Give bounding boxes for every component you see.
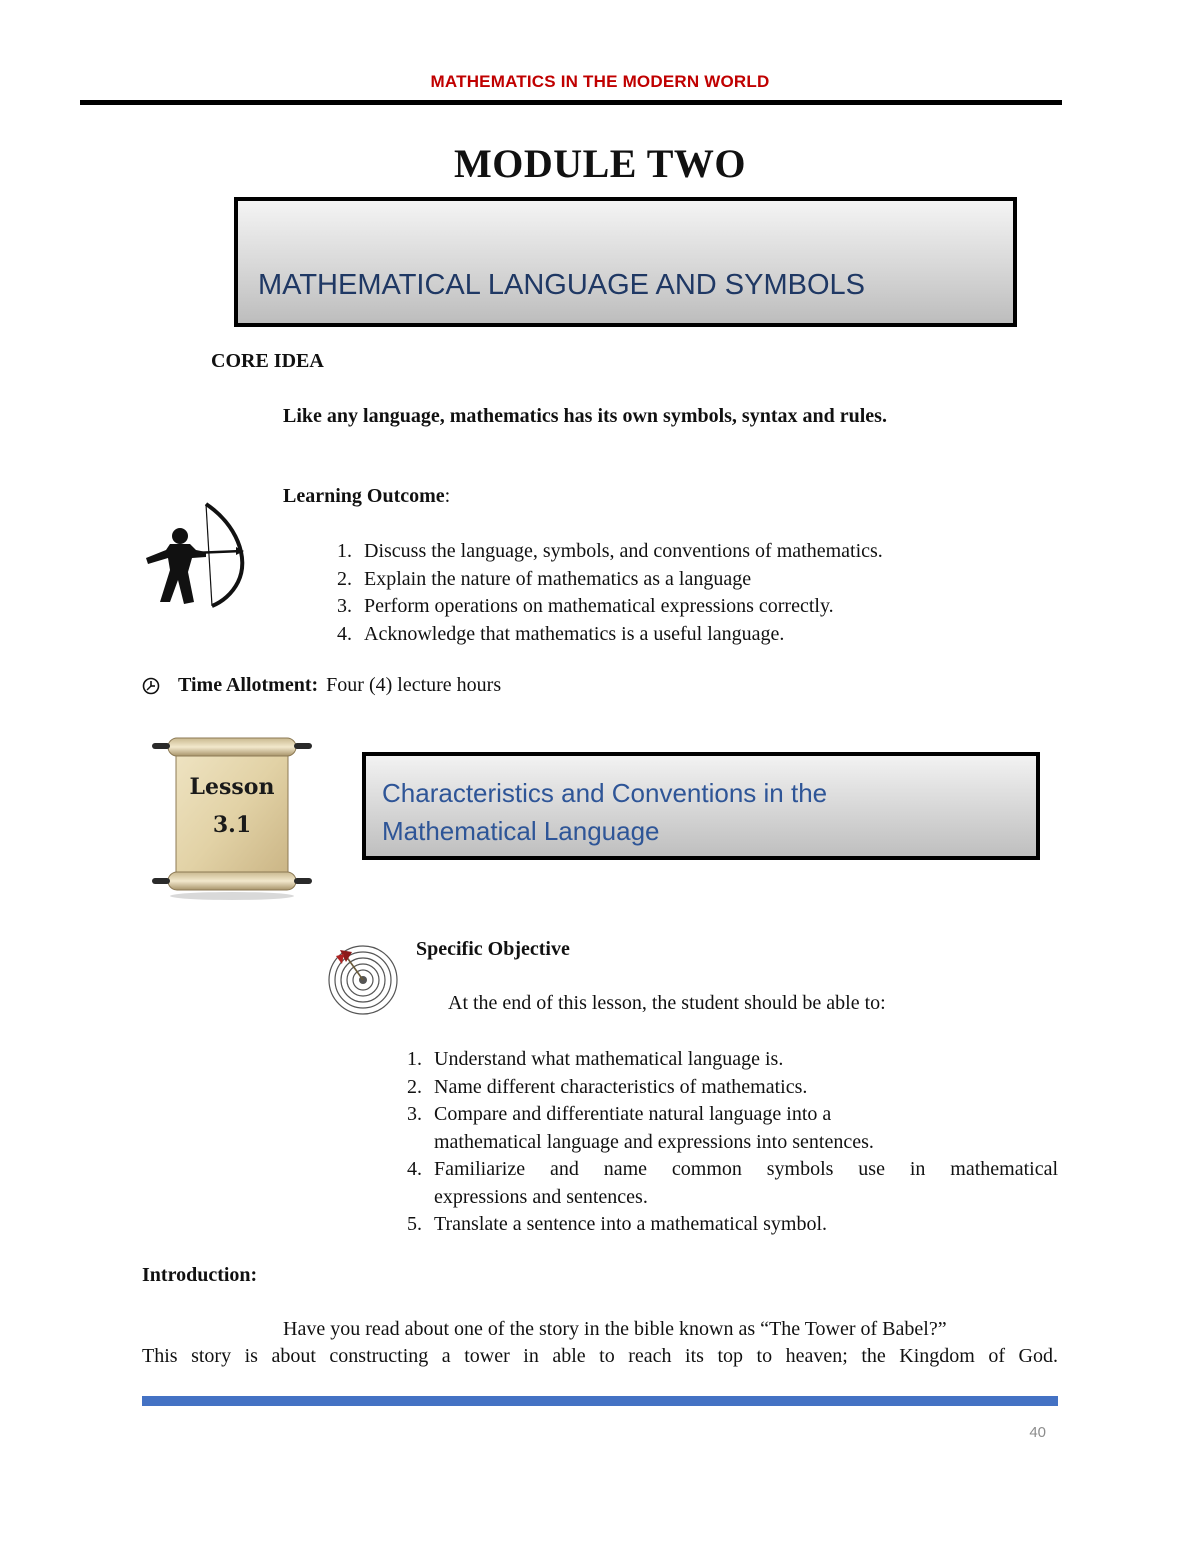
lesson-title <box>382 774 1022 850</box>
core-idea-statement: Like any language, mathematics has its own symbols, syntax and rules. <box>283 405 887 427</box>
module-banner <box>234 197 1017 327</box>
clock-icon <box>142 677 160 695</box>
footer-rule <box>142 1396 1058 1406</box>
list-item-number: 4. <box>337 622 352 645</box>
list-item <box>316 593 1036 621</box>
time-allotment-value: Four (4) lecture hours <box>326 674 502 696</box>
module-title: MODULE TWO <box>453 141 747 186</box>
scroll-lesson-word: Lesson <box>189 774 275 800</box>
list-item-text: Discuss the language, symbols, and conventions of mathematics. <box>364 540 883 562</box>
target-icon <box>326 940 400 1016</box>
archer-icon <box>140 498 250 610</box>
list-item-number: 3. <box>337 595 352 617</box>
lesson-title-line-1: Characteristics and Conventions in the <box>382 778 828 808</box>
lesson-title-line-2: Mathematical Language <box>382 816 660 846</box>
list-item-text: Explain the nature of mathematics as a language <box>364 567 752 590</box>
running-header: MATHEMATICS IN THE MODERN WORLD <box>430 72 770 91</box>
list-item-number: 1. <box>337 540 352 562</box>
learning-outcome-heading <box>283 485 450 508</box>
time-allotment-label: Time Allotment: <box>178 674 319 696</box>
learning-outcome-list <box>316 538 1036 648</box>
lesson-title-box <box>362 752 1040 860</box>
list-item <box>386 1046 1058 1074</box>
specific-objective-heading: Specific Objective <box>416 938 570 960</box>
header-rule <box>80 100 1062 105</box>
list-item-text-line-2: mathematical language and expressions into sentences. <box>434 1130 874 1153</box>
list-item <box>316 621 1036 649</box>
list-item-text: Translate a sentence into a mathematical symbol. <box>434 1213 828 1235</box>
list-item-number: 1. <box>407 1048 422 1070</box>
introduction-heading: Introduction: <box>142 1264 258 1286</box>
list-item-number: 2. <box>337 567 352 590</box>
list-item-number: 3. <box>407 1103 422 1125</box>
learning-outcome-colon: : <box>444 485 451 507</box>
list-item <box>386 1101 1058 1156</box>
lesson-scroll <box>146 732 318 902</box>
list-item-text-line-1: Compare and differentiate natural language into a <box>434 1103 832 1125</box>
list-item <box>316 566 1036 594</box>
list-item <box>386 1156 1058 1211</box>
list-item-text <box>434 1156 1058 1211</box>
learning-outcome-heading-text: Learning Outcome <box>283 485 445 507</box>
list-item-number: 2. <box>407 1075 422 1098</box>
specific-objective-list <box>386 1046 1058 1239</box>
list-item-text: Understand what mathematical language is. <box>434 1048 784 1070</box>
list-item-text: Name different characteristics of mathematics. <box>434 1075 808 1098</box>
core-idea-heading: CORE IDEA <box>211 350 324 372</box>
list-item-text: Acknowledge that mathematics is a useful language. <box>364 622 785 645</box>
time-allotment <box>142 674 501 697</box>
list-item-text-line-2: expressions and sentences. <box>434 1185 648 1208</box>
module-banner-title: MATHEMATICAL LANGUAGE AND SYMBOLS <box>258 269 865 301</box>
list-item-text: Perform operations on mathematical expressions correctly. <box>364 595 834 617</box>
list-item <box>386 1211 1058 1239</box>
list-item-text <box>434 1101 874 1156</box>
list-item <box>386 1074 1058 1102</box>
specific-objective-intro: At the end of this lesson, the student should be able to: <box>448 992 886 1014</box>
scroll-lesson-number: 3.1 <box>212 812 252 838</box>
list-item-number: 4. <box>407 1158 422 1180</box>
page-number: 40 <box>1029 1424 1046 1441</box>
list-item-number: 5. <box>407 1213 422 1235</box>
introduction-line-2: This story is about constructing a tower in able to reach its top to heaven; the Kingdom of God. <box>142 1345 1058 1367</box>
list-item-text-line-1: Familiarize and name common symbols use in mathematical <box>434 1158 1058 1180</box>
list-item <box>316 538 1036 566</box>
introduction-line-1: Have you read about one of the story in the bible known as “The Tower of Babel?” <box>283 1318 947 1340</box>
